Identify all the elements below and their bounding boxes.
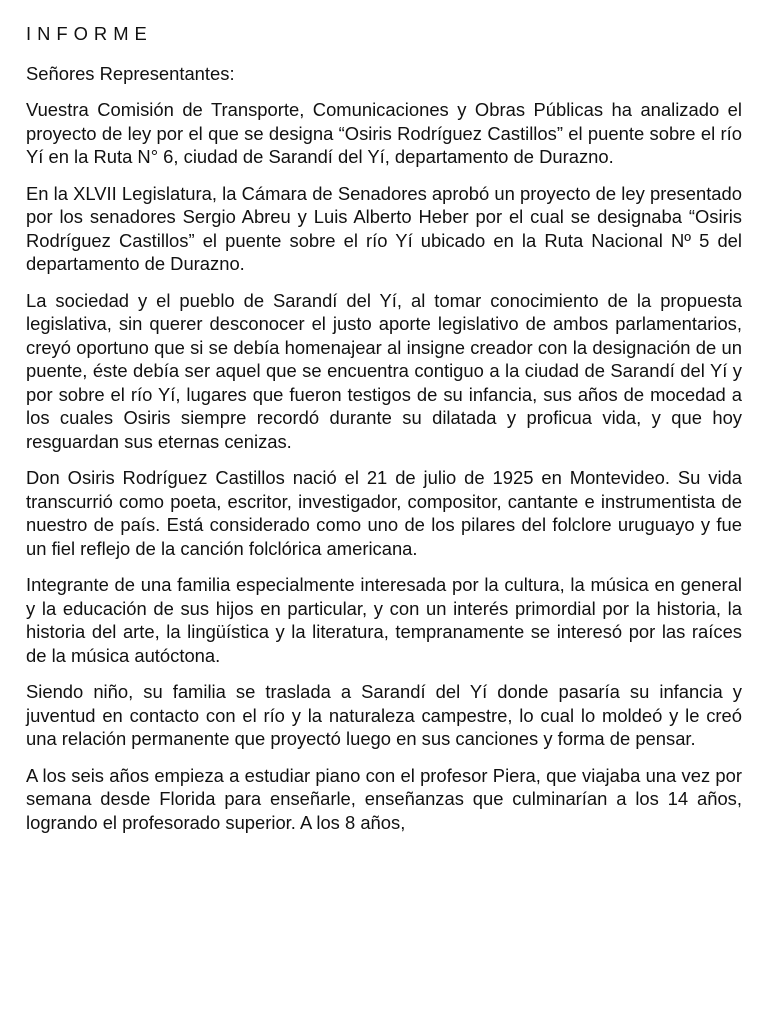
document-title: INFORME <box>26 23 153 44</box>
paragraph-piano: A los seis años empieza a estudiar piano con el profesor Piera, que viajaba una vez por semana desde Florida para enseñarle, enseñanzas que culminarían a los 14 años, logrando el profesorado superior. A los 8 años, <box>26 764 742 833</box>
paragraph-family: Integrante de una familia especialmente interesada por la cultura, la música en general y la educación de sus hijos en particular, y con un interés primordial por la historia, la historia del arte, la lingüística y la literatura, tempranamente se interesó por las raíces de la música autóctona. <box>26 574 742 666</box>
paragraph-childhood: Siendo niño, su familia se traslada a Sarandí del Yí donde pasaría su infancia y juventud en contacto con el río y la naturaleza campestre, lo cual lo moldeó y le creó una relación permanente que proyectó luego en sus canciones y forma de pensar. <box>26 681 742 749</box>
paragraph-society: La sociedad y el pueblo de Sarandí del Yí, al tomar conocimiento de la propuesta legislativa, sin querer desconocer el justo aporte legislativo de ambos parlamentarios, creyó oportuno que si se debía homenajear al insigne creador con la designación de un puente, éste debía ser aquel que se encuentra contiguo a la ciudad de Sarandí del Yí y por sobre el río Yí, lugares que fueron testigos de su infancia, sus años de mocedad a los cuales Osiris siempre recordó durante su dilatada y proficua vida, y que hoy resguardan sus eternas cenizas. <box>26 289 742 452</box>
salutation: Señores Representantes: <box>26 62 235 84</box>
paragraph-commission: Vuestra Comisión de Transporte, Comunicaciones y Obras Públicas ha analizado el proyecto de ley por el que se designa “Osiris Rodríguez Castillos” el puente sobre el río Yí en la Ruta N° 6, ciudad de Sarandí del Yí, departamento de Durazno. <box>26 99 742 167</box>
document-page <box>26 22 742 847</box>
paragraph-legislature: En la XLVII Legislatura, la Cámara de Senadores aprobó un proyecto de ley presentado por los senadores Sergio Abreu y Luis Alberto Heber por el cual se designaba “Osiris Rodríguez Castillos” el puente sobre el río Yí ubicado en la Ruta Nacional Nº 5 del departamento de Durazno. <box>26 182 742 274</box>
paragraph-biography: Don Osiris Rodríguez Castillos nació el 21 de julio de 1925 en Montevideo. Su vida transcurrió como poeta, escritor, investigador, compositor, cantante e instrumentista de nuestro de país. Está considerado como uno de los pilares del folclore uruguayo y fue un fiel reflejo de la canción folclórica americana. <box>26 467 742 559</box>
